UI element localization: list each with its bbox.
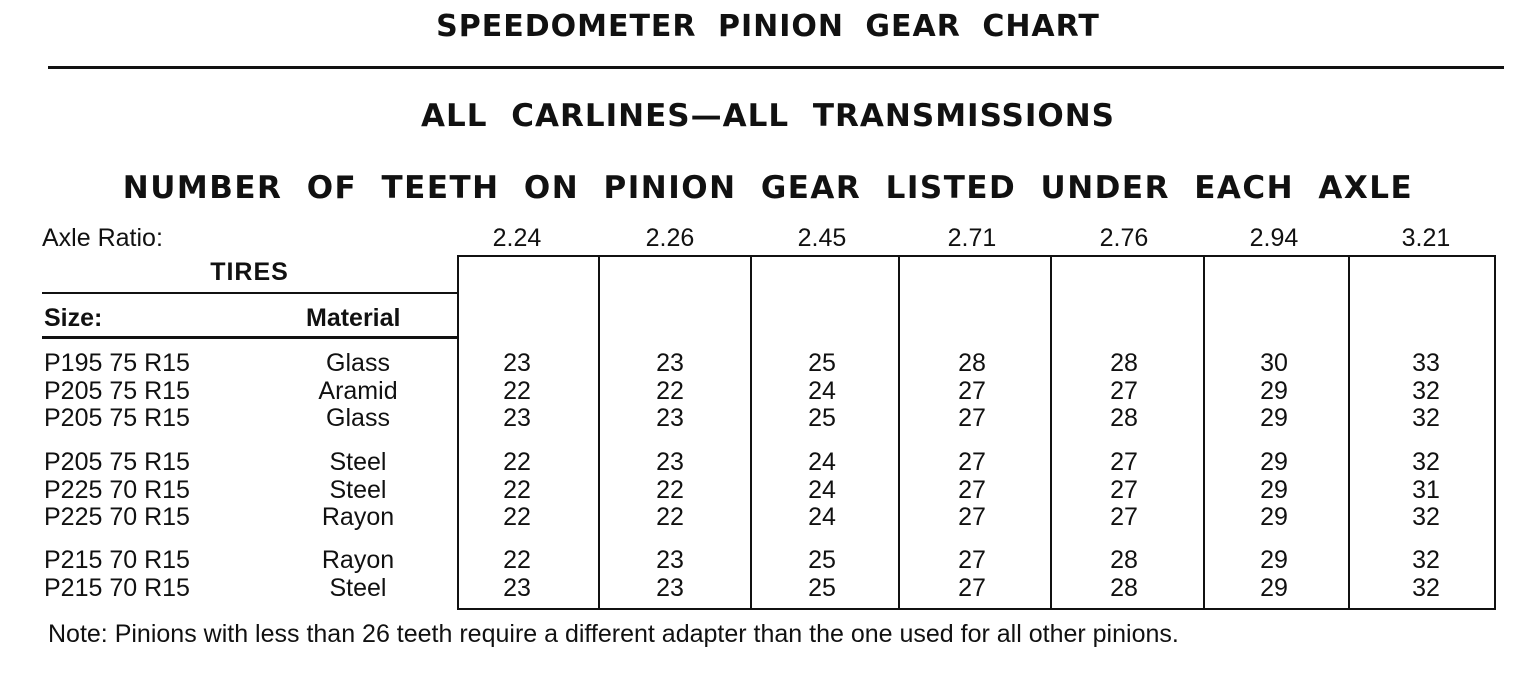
axle-ratio-label: Axle Ratio: xyxy=(42,224,163,252)
teeth-count: 29 xyxy=(1260,404,1288,432)
tire-size: P205 75 R15 xyxy=(44,448,190,476)
teeth-count: 22 xyxy=(656,503,684,531)
teeth-count: 28 xyxy=(1110,404,1138,432)
tire-material: Aramid xyxy=(318,376,398,405)
column-divider xyxy=(598,255,600,610)
axle-ratio-5: 2.76 xyxy=(1099,224,1149,252)
teeth-count: 23 xyxy=(656,349,684,377)
tire-material: Rayon xyxy=(321,503,395,531)
teeth-count: 32 xyxy=(1412,546,1440,574)
title-rule xyxy=(48,66,1504,69)
teeth-count: 29 xyxy=(1260,376,1288,405)
teeth-count: 22 xyxy=(503,546,531,574)
teeth-count: 24 xyxy=(808,475,836,504)
tire-material: Glass xyxy=(326,404,390,432)
tire-size: P205 75 R15 xyxy=(44,404,190,432)
column-divider xyxy=(1203,255,1205,610)
footnote: Note: Pinions with less than 26 teeth require a different adapter than the one used for all other pinions. xyxy=(48,620,1179,648)
teeth-count: 28 xyxy=(958,349,986,377)
teeth-count: 22 xyxy=(503,475,531,504)
teeth-count: 24 xyxy=(808,503,836,531)
teeth-count: 28 xyxy=(1110,573,1138,602)
teeth-count: 23 xyxy=(503,404,531,432)
teeth-count: 28 xyxy=(1110,349,1138,377)
teeth-count: 31 xyxy=(1412,475,1440,504)
tire-size: P215 70 R15 xyxy=(44,546,190,574)
tire-material: Glass xyxy=(326,349,390,377)
teeth-count: 23 xyxy=(656,448,684,476)
teeth-count: 22 xyxy=(656,475,684,504)
teeth-count: 27 xyxy=(958,448,986,476)
axle-ratio-7: 3.21 xyxy=(1401,224,1451,252)
axle-ratio-6: 2.94 xyxy=(1249,224,1299,252)
teeth-count: 27 xyxy=(958,546,986,574)
teeth-count: 22 xyxy=(503,376,531,405)
axle-ratio-4: 2.71 xyxy=(947,224,997,252)
tires-header: TIRES xyxy=(210,258,289,286)
material-header: Material xyxy=(306,304,401,332)
teeth-count: 32 xyxy=(1412,376,1440,405)
axle-ratio-1: 2.24 xyxy=(492,224,542,252)
teeth-count: 27 xyxy=(1110,475,1138,504)
tire-size: P225 70 R15 xyxy=(44,475,190,504)
teeth-count: 29 xyxy=(1260,448,1288,476)
header-underline xyxy=(42,336,459,339)
tire-size: P205 75 R15 xyxy=(44,376,190,405)
teeth-count: 32 xyxy=(1412,573,1440,602)
teeth-count: 29 xyxy=(1260,546,1288,574)
teeth-count: 27 xyxy=(1110,503,1138,531)
teeth-count: 22 xyxy=(503,503,531,531)
teeth-count: 25 xyxy=(808,349,836,377)
teeth-count: 33 xyxy=(1412,349,1440,377)
teeth-count: 24 xyxy=(808,376,836,405)
teeth-count: 32 xyxy=(1412,448,1440,476)
tire-material: Steel xyxy=(329,573,387,602)
column-divider xyxy=(898,255,900,610)
axle-ratio-3: 2.45 xyxy=(797,224,847,252)
teeth-count: 30 xyxy=(1260,349,1288,377)
teeth-count: 29 xyxy=(1260,573,1288,602)
tires-underline xyxy=(42,292,457,294)
teeth-count: 25 xyxy=(808,404,836,432)
teeth-count: 27 xyxy=(958,475,986,504)
teeth-count: 28 xyxy=(1110,546,1138,574)
chart-title: SPEEDOMETER PINION GEAR CHART xyxy=(436,9,1100,44)
teeth-count: 25 xyxy=(808,573,836,602)
chart-subtitle: ALL CARLINES—ALL TRANSMISSIONS xyxy=(420,98,1115,134)
teeth-count: 32 xyxy=(1412,503,1440,531)
teeth-count: 32 xyxy=(1412,404,1440,432)
teeth-count: 22 xyxy=(656,376,684,405)
tire-size: P195 75 R15 xyxy=(44,349,190,377)
teeth-count: 23 xyxy=(656,404,684,432)
teeth-count: 29 xyxy=(1260,503,1288,531)
axle-ratio-2: 2.26 xyxy=(645,224,695,252)
teeth-count: 23 xyxy=(656,546,684,574)
column-divider xyxy=(1050,255,1052,610)
tire-size: P215 70 R15 xyxy=(44,573,190,602)
tire-material: Steel xyxy=(329,448,387,476)
teeth-count: 27 xyxy=(958,573,986,602)
teeth-count: 27 xyxy=(958,376,986,405)
teeth-count: 23 xyxy=(503,573,531,602)
tire-material: Rayon xyxy=(321,546,395,574)
chart-heading: NUMBER OF TEETH ON PINION GEAR LISTED UNDER EACH AXLE xyxy=(122,170,1414,206)
column-divider xyxy=(1348,255,1350,610)
teeth-count: 25 xyxy=(808,546,836,574)
tire-size: P225 70 R15 xyxy=(44,503,190,531)
teeth-count: 23 xyxy=(503,349,531,377)
teeth-count: 29 xyxy=(1260,475,1288,504)
column-divider xyxy=(750,255,752,610)
teeth-count: 23 xyxy=(656,573,684,602)
teeth-count: 27 xyxy=(958,404,986,432)
teeth-count: 24 xyxy=(808,448,836,476)
teeth-count: 22 xyxy=(503,448,531,476)
teeth-count: 27 xyxy=(1110,376,1138,405)
teeth-count: 27 xyxy=(958,503,986,531)
tire-material: Steel xyxy=(329,475,387,504)
size-header: Size: xyxy=(44,304,103,332)
teeth-count: 27 xyxy=(1110,448,1138,476)
